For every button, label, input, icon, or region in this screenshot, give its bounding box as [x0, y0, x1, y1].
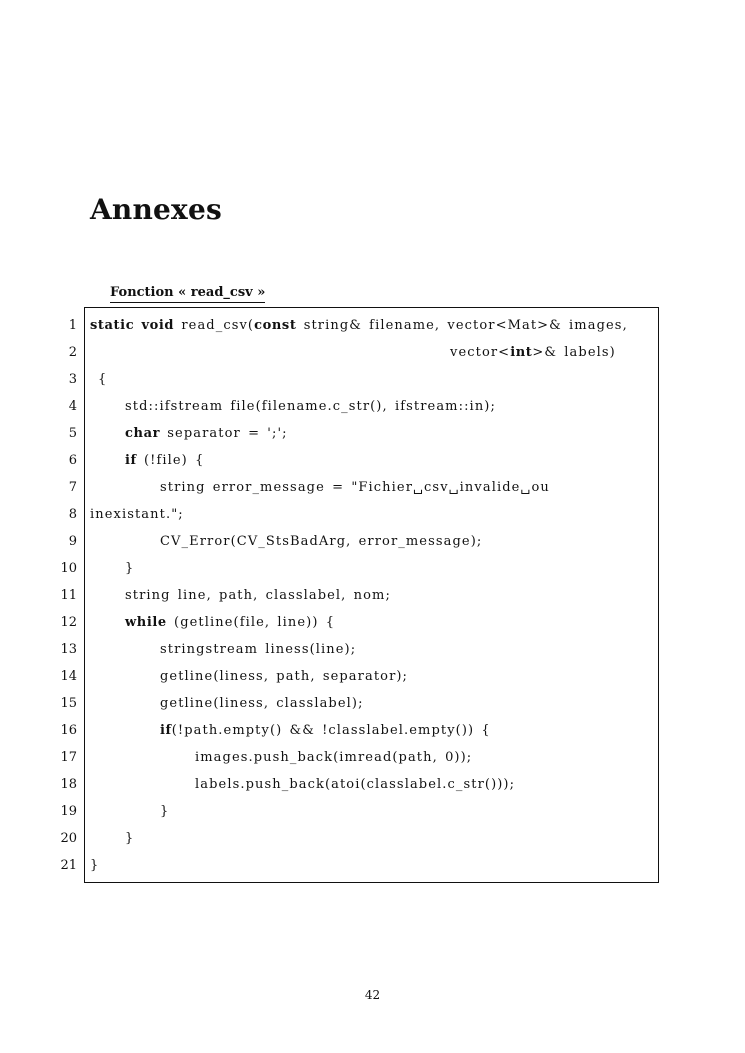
code-text: separator = ';';: [160, 426, 288, 441]
line-code: [125, 582, 391, 609]
code-line: [0, 555, 745, 582]
code-line: [0, 312, 745, 339]
code-text: }: [125, 561, 135, 576]
code-keyword: static: [90, 318, 135, 333]
line-number: 12: [60, 615, 77, 630]
line-code: [160, 636, 356, 663]
code-line: [0, 717, 745, 744]
line-code: [98, 366, 107, 393]
code-text: images.push_back(imread(path, 0));: [195, 750, 473, 765]
code-line: [0, 393, 745, 420]
code-line: [0, 474, 745, 501]
code-line: [0, 690, 745, 717]
code-line: [0, 771, 745, 798]
line-number: 1: [68, 318, 77, 333]
line-code: [160, 690, 364, 717]
code-text: string line, path, classlabel, nom;: [125, 588, 391, 603]
line-code: [125, 393, 496, 420]
code-line: [0, 447, 745, 474]
line-number: 15: [60, 696, 77, 711]
code-text: inexistant.";: [90, 507, 184, 522]
line-number: 14: [60, 669, 77, 684]
code-text: string& filename, vector<Mat>& images,: [296, 318, 628, 333]
line-number: 3: [68, 372, 77, 387]
code-keyword: if: [125, 453, 137, 468]
line-number: 7: [68, 480, 77, 495]
code-text: {: [98, 372, 108, 387]
line-code: [160, 474, 550, 501]
code-line: [0, 852, 745, 879]
code-text: labels.push_back(atoi(classlabel.c_str()));: [195, 777, 516, 792]
line-code: [125, 420, 288, 447]
page-title: Annexes: [90, 193, 222, 226]
code-text: (!path.empty() && !classlabel.empty()) {: [171, 723, 491, 738]
line-code: [125, 447, 204, 474]
code-keyword: while: [125, 615, 167, 630]
code-line: [0, 744, 745, 771]
code-text: vector<: [450, 345, 511, 360]
code-line: [0, 798, 745, 825]
code-text: }: [160, 804, 170, 819]
line-number: 17: [60, 750, 77, 765]
code-text: CV_Error(CV_StsBadArg, error_message);: [160, 534, 483, 549]
line-code: [160, 528, 482, 555]
code-text: }: [125, 831, 135, 846]
line-number: 13: [60, 642, 77, 657]
code-line: [0, 366, 745, 393]
line-code: [160, 717, 491, 744]
listing-caption: Fonction « read_csv »: [110, 285, 265, 303]
code-text: string error_message = "Fichier␣csv␣invalide␣ou: [160, 480, 550, 495]
code-text: (getline(file, line)) {: [166, 615, 336, 630]
code-keyword: void: [141, 318, 175, 333]
code-line: [0, 339, 745, 366]
code-line: [0, 663, 745, 690]
code-text: >& labels): [532, 345, 616, 360]
code-keyword: int: [510, 345, 533, 360]
code-line: [0, 636, 745, 663]
line-number: 2: [68, 345, 77, 360]
line-code: [90, 312, 628, 339]
code-line: [0, 582, 745, 609]
line-number: 5: [68, 426, 77, 441]
line-code: [125, 555, 134, 582]
line-code: [160, 663, 408, 690]
line-number: 6: [68, 453, 77, 468]
line-number: 18: [60, 777, 77, 792]
line-number: 8: [68, 507, 77, 522]
code-line: [0, 420, 745, 447]
line-number: 10: [60, 561, 77, 576]
page-number: 42: [364, 988, 381, 1002]
code-text: getline(liness, path, separator);: [160, 669, 409, 684]
line-code: [125, 825, 134, 852]
code-text: getline(liness, classlabel);: [160, 696, 364, 711]
line-code: [160, 798, 169, 825]
line-number: 16: [60, 723, 77, 738]
code-keyword: if: [160, 723, 172, 738]
code-line: [0, 609, 745, 636]
code-text: (!file) {: [136, 453, 205, 468]
line-number: 9: [68, 534, 77, 549]
line-code: [90, 852, 99, 879]
code-text: std::ifstream file(filename.c_str(), ifstream::in);: [125, 399, 496, 414]
code-text: stringstream liness(line);: [160, 642, 357, 657]
code-text: read_csv(: [174, 318, 255, 333]
line-code: [125, 609, 335, 636]
code-text: }: [90, 858, 100, 873]
code-keyword: const: [254, 318, 297, 333]
line-code: [195, 744, 472, 771]
code-line: [0, 501, 745, 528]
line-code: [195, 771, 515, 798]
line-number: 4: [68, 399, 77, 414]
code-line: [0, 825, 745, 852]
line-number: 11: [60, 588, 77, 603]
line-number: 21: [60, 858, 77, 873]
code-keyword: char: [125, 426, 161, 441]
line-code: [450, 339, 616, 366]
line-number: 19: [60, 804, 77, 819]
line-number: 20: [60, 831, 77, 846]
line-code: [90, 501, 184, 528]
code-line: [0, 528, 745, 555]
